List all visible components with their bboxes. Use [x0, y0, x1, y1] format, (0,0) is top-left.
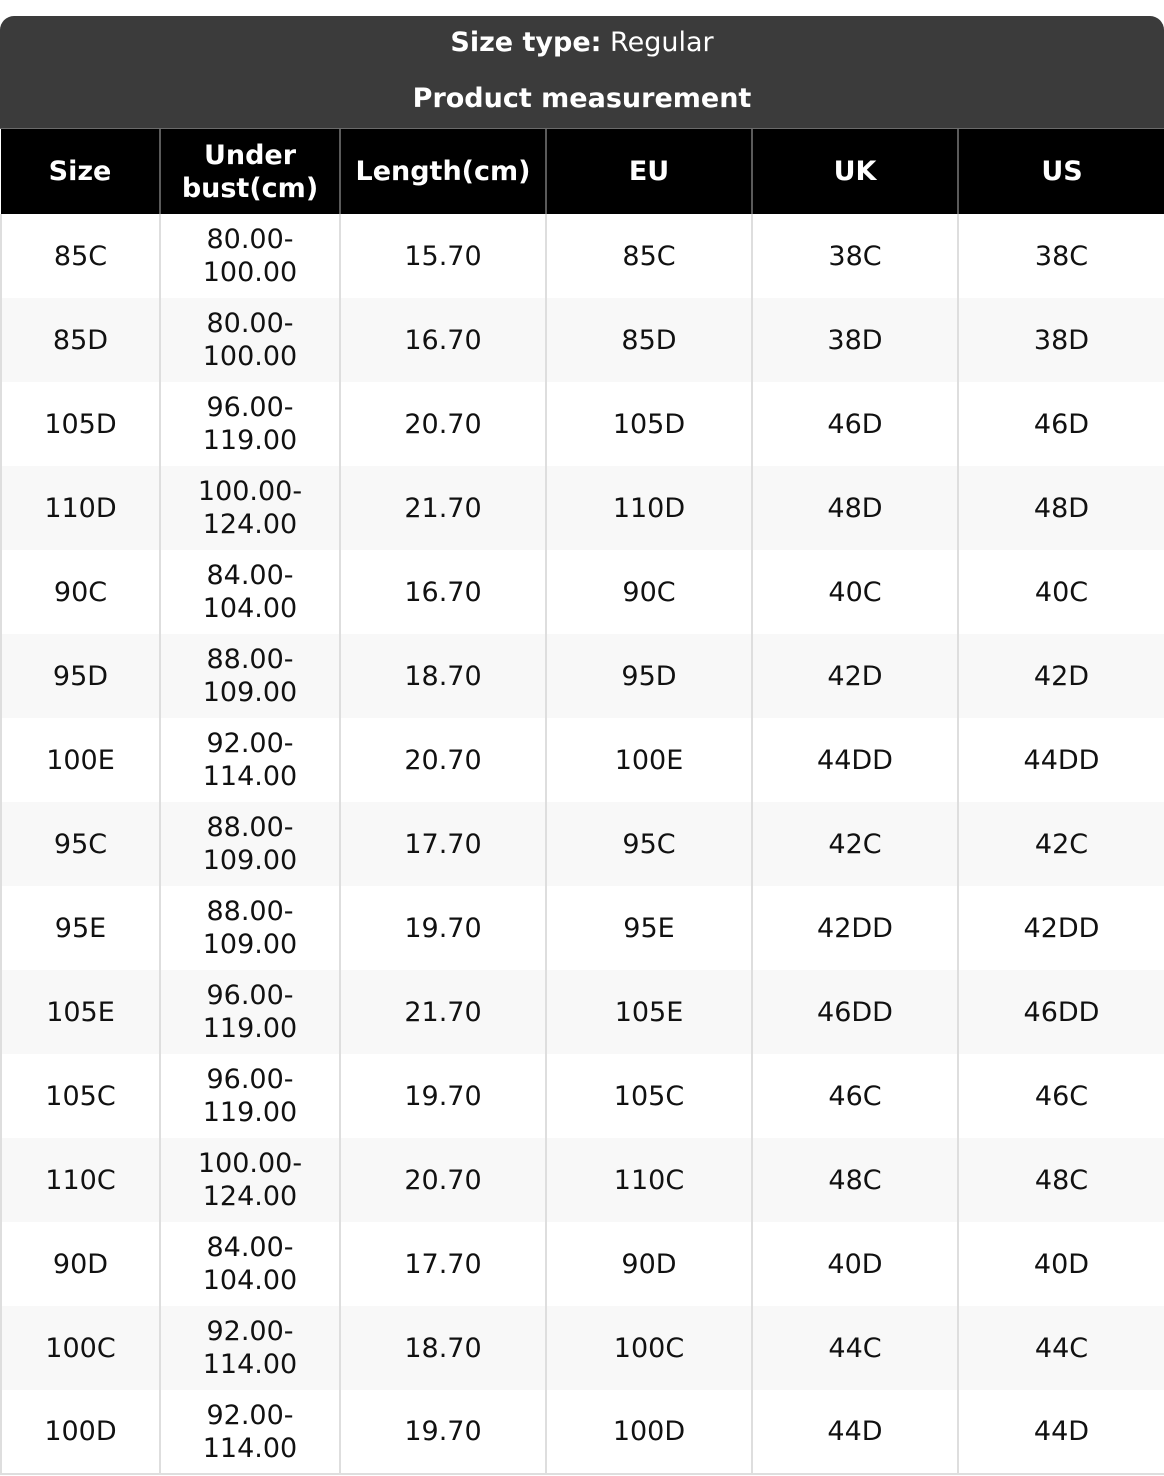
size-cell: 85C	[1, 214, 160, 298]
size-cell: 95E	[1, 886, 160, 970]
uk-cell: 44D	[752, 1390, 958, 1474]
us-cell: 44DD	[958, 718, 1164, 802]
uk-cell: 46D	[752, 382, 958, 466]
length-cell: 15.70	[340, 214, 546, 298]
under-bust-cell: 96.00-119.00	[160, 1054, 340, 1138]
table-body	[1, 214, 1164, 1474]
uk-cell: 44C	[752, 1306, 958, 1390]
length-cell: 21.70	[340, 970, 546, 1054]
under-bust-cell: 84.00-104.00	[160, 550, 340, 634]
table-row	[1, 298, 1164, 382]
eu-cell: 95E	[546, 886, 752, 970]
column-header-uk: UK	[752, 129, 958, 214]
length-cell: 18.70	[340, 1306, 546, 1390]
under-bust-cell: 88.00-109.00	[160, 802, 340, 886]
eu-cell: 100E	[546, 718, 752, 802]
under-bust-cell: 96.00-119.00	[160, 382, 340, 466]
length-cell: 20.70	[340, 382, 546, 466]
under-bust-cell: 92.00-114.00	[160, 718, 340, 802]
uk-cell: 40D	[752, 1222, 958, 1306]
uk-cell: 46DD	[752, 970, 958, 1054]
column-header-size: Size	[1, 129, 160, 214]
column-header-length: Length(cm)	[340, 129, 546, 214]
size-cell: 90C	[1, 550, 160, 634]
column-header-under-bust: Under bust(cm)	[160, 129, 340, 214]
size-cell: 95C	[1, 802, 160, 886]
under-bust-cell: 100.00-124.00	[160, 1138, 340, 1222]
eu-cell: 110D	[546, 466, 752, 550]
eu-cell: 105C	[546, 1054, 752, 1138]
uk-cell: 38D	[752, 298, 958, 382]
uk-cell: 44DD	[752, 718, 958, 802]
us-cell: 42D	[958, 634, 1164, 718]
measurement-table	[0, 129, 1164, 1475]
table-row	[1, 1390, 1164, 1474]
eu-cell: 85C	[546, 214, 752, 298]
us-cell: 46DD	[958, 970, 1164, 1054]
length-cell: 18.70	[340, 634, 546, 718]
size-type-line	[0, 27, 1164, 59]
under-bust-cell: 96.00-119.00	[160, 970, 340, 1054]
eu-cell: 100D	[546, 1390, 752, 1474]
us-cell: 38C	[958, 214, 1164, 298]
length-cell: 19.70	[340, 886, 546, 970]
uk-cell: 42DD	[752, 886, 958, 970]
size-chart-title: Product measurement	[412, 83, 752, 114]
size-cell: 90D	[1, 1222, 160, 1306]
under-bust-cell: 84.00-104.00	[160, 1222, 340, 1306]
under-bust-cell: 92.00-114.00	[160, 1390, 340, 1474]
length-cell: 17.70	[340, 1222, 546, 1306]
length-cell: 17.70	[340, 802, 546, 886]
uk-cell: 38C	[752, 214, 958, 298]
us-cell: 38D	[958, 298, 1164, 382]
length-cell: 21.70	[340, 466, 546, 550]
table-row	[1, 970, 1164, 1054]
eu-cell: 100C	[546, 1306, 752, 1390]
table-row	[1, 634, 1164, 718]
under-bust-cell: 92.00-114.00	[160, 1306, 340, 1390]
us-cell: 40D	[958, 1222, 1164, 1306]
size-cell: 110C	[1, 1138, 160, 1222]
uk-cell: 46C	[752, 1054, 958, 1138]
size-cell: 95D	[1, 634, 160, 718]
eu-cell: 110C	[546, 1138, 752, 1222]
table-row	[1, 214, 1164, 298]
eu-cell: 105E	[546, 970, 752, 1054]
under-bust-cell: 88.00-109.00	[160, 634, 340, 718]
size-chart	[0, 16, 1164, 1475]
size-cell: 100D	[1, 1390, 160, 1474]
under-bust-cell: 88.00-109.00	[160, 886, 340, 970]
length-cell: 19.70	[340, 1054, 546, 1138]
table-row	[1, 1222, 1164, 1306]
table-row	[1, 886, 1164, 970]
column-header-us: US	[958, 129, 1164, 214]
under-bust-cell: 80.00-100.00	[160, 298, 340, 382]
size-type-label: Size type:	[450, 27, 602, 58]
table-row	[1, 1138, 1164, 1222]
size-chart-banner	[0, 16, 1164, 129]
size-cell: 100E	[1, 718, 160, 802]
us-cell: 44C	[958, 1306, 1164, 1390]
eu-cell: 95D	[546, 634, 752, 718]
us-cell: 48D	[958, 466, 1164, 550]
us-cell: 42DD	[958, 886, 1164, 970]
eu-cell: 105D	[546, 382, 752, 466]
size-cell: 100C	[1, 1306, 160, 1390]
table-row	[1, 382, 1164, 466]
size-cell: 85D	[1, 298, 160, 382]
column-header-eu: EU	[546, 129, 752, 214]
table-row	[1, 466, 1164, 550]
eu-cell: 95C	[546, 802, 752, 886]
length-cell: 20.70	[340, 1138, 546, 1222]
eu-cell: 85D	[546, 298, 752, 382]
us-cell: 48C	[958, 1138, 1164, 1222]
table-row	[1, 718, 1164, 802]
uk-cell: 42D	[752, 634, 958, 718]
table-row	[1, 802, 1164, 886]
size-type-value: Regular	[601, 27, 714, 58]
uk-cell: 40C	[752, 550, 958, 634]
length-cell: 16.70	[340, 550, 546, 634]
eu-cell: 90D	[546, 1222, 752, 1306]
table-row	[1, 1054, 1164, 1138]
size-cell: 105D	[1, 382, 160, 466]
header-row	[1, 129, 1164, 214]
length-cell: 19.70	[340, 1390, 546, 1474]
us-cell: 42C	[958, 802, 1164, 886]
under-bust-cell: 80.00-100.00	[160, 214, 340, 298]
us-cell: 40C	[958, 550, 1164, 634]
uk-cell: 48D	[752, 466, 958, 550]
size-cell: 105C	[1, 1054, 160, 1138]
eu-cell: 90C	[546, 550, 752, 634]
size-cell: 105E	[1, 970, 160, 1054]
table-row	[1, 1306, 1164, 1390]
us-cell: 46D	[958, 382, 1164, 466]
under-bust-cell: 100.00-124.00	[160, 466, 340, 550]
us-cell: 44D	[958, 1390, 1164, 1474]
size-cell: 110D	[1, 466, 160, 550]
length-cell: 20.70	[340, 718, 546, 802]
length-cell: 16.70	[340, 298, 546, 382]
uk-cell: 42C	[752, 802, 958, 886]
uk-cell: 48C	[752, 1138, 958, 1222]
table-row	[1, 550, 1164, 634]
us-cell: 46C	[958, 1054, 1164, 1138]
